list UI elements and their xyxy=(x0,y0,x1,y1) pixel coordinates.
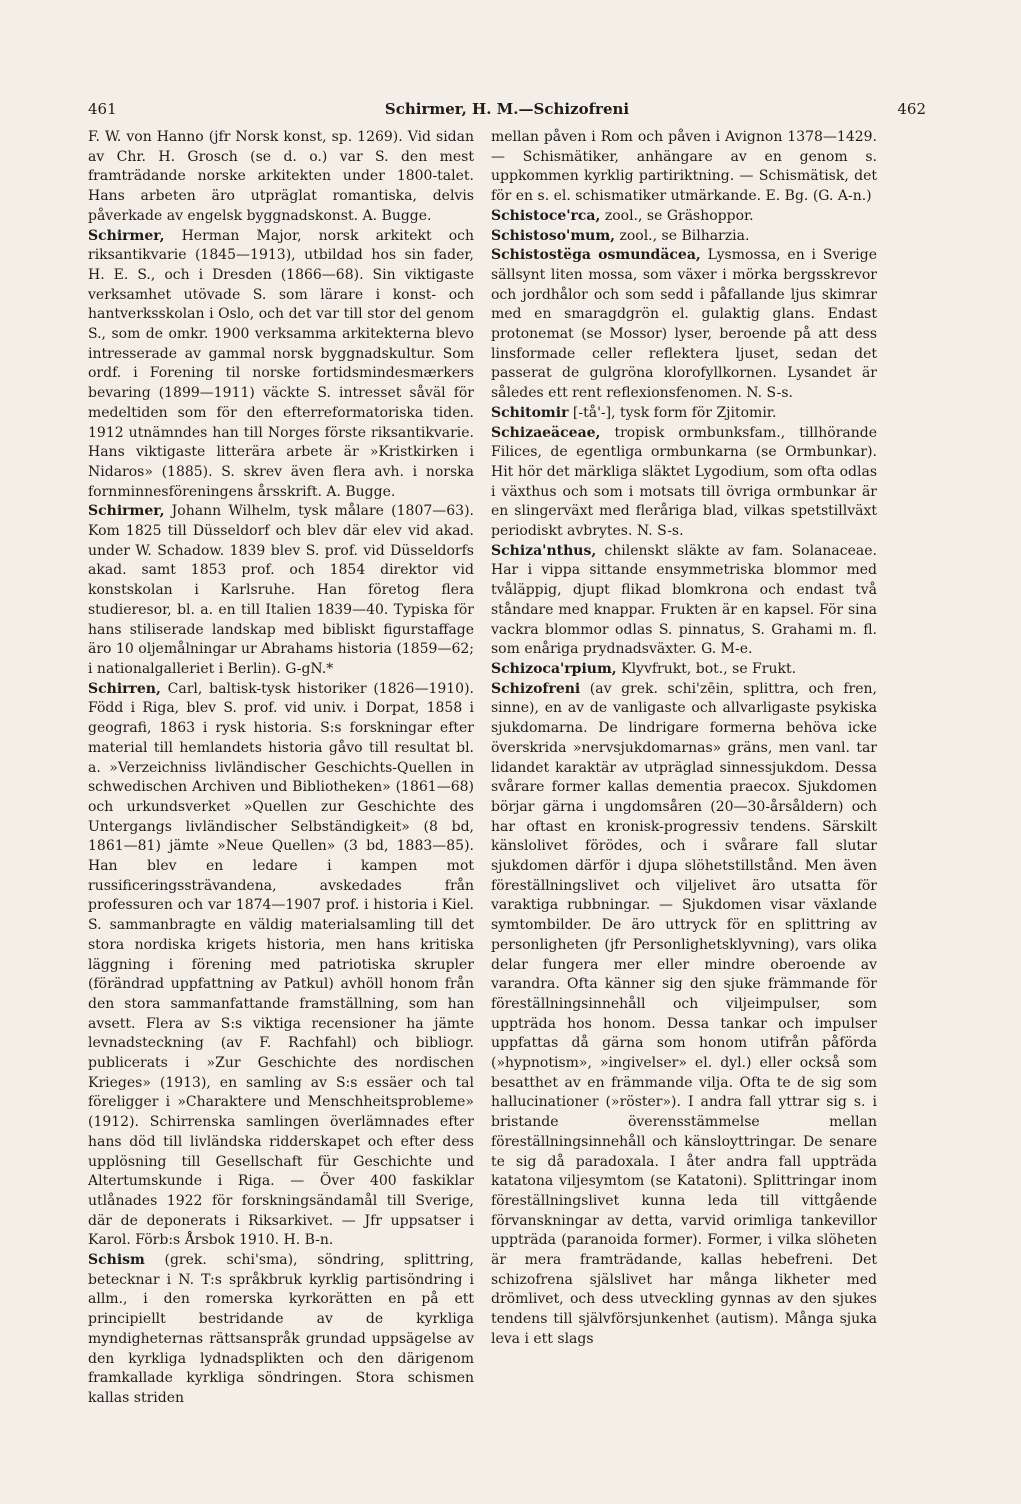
entry-text: F. W. von Hanno (jfr Norsk konst, sp. 1269). Vid sidan av Chr. H. Grosch (se d. o.) var S. den mest framträdande norske arkitekten under 1800-talet. Hans arbeten äro utpräglat romantiska, delvis påverkade av engelsk byggnadskonst. A. Bugge. xyxy=(88,129,474,224)
right-column xyxy=(491,128,877,1350)
entry xyxy=(491,660,877,680)
entry-text: Herman Major, norsk arkitekt och riksantikvarie (1845—1913), utbildad hos sin fader, H. E. S., och i Dresden (1866—68). Sin viktigaste verksamhet utövade S. som lärare i konst- och hantverksskolan i Oslo, och det var till stor del genom S., som de omkr. 1900 verksamma arkitekterna blevo intresserade av gammal norsk byggnadskultur. Som ordf. i Forening til norske fortidsmindesmærkers bevaring (1899—1911) väckte S. intresset såväl för medeltiden som för den efterreformatoriska tiden. 1912 utnämndes han till Norges förste riksantikvarie. Hans viktigaste litterära arbete är »Kristkirken i Nidaros» (1885). S. skrev även flera avh. i norska fornminnesföreningens årsskrift. A. Bugge. xyxy=(88,227,474,500)
entry xyxy=(88,227,474,503)
headword: Schism xyxy=(88,1252,145,1269)
entry-text: Carl, baltisk-tysk historiker (1826—1910). Född i Riga, blev S. prof. vid univ. i Dorpat, 1858 i geografi, 1863 i rysk historia. S:s forskningar efter material till hemlandets historia gåvo till resultat bl. a. »Verzeichniss livländischer Geschichts-Quellen in schwedischen Archiven und Bibliotheken» (1861—68) och urkundsverket »Quellen zur Geschichte des Untergangs livländischer Selbständigkeit» (8 bd, 1861—81) jämte »Neue Quellen» (3 bd, 1883—85). Han blev en ledare i kampen mot russificeringssträvandena, avskedades från professuren och var 1874—1907 prof. i historia i Kiel. S. sammanbragte en väldig materialsamling till det stora nordiska krigets historia, men hans kritiska läggning i förening med patriotiska skrupler (förändrad uppfattning av Patkul) avhöll honom från den stora sammanfattande framställning, som han avsett. Flera av S:s viktiga recensioner ha jämte levnadsteckning (av F. Rachfahl) och bibliogr. publicerats i »Zur Geschichte des nordischen Krieges» (1913), en samling av S:s essäer och tal föreligger i »Charaktere und Menschheitsprobleme» (1912). Schirrenska samlingen överlämnades efter hans död till livländska ridderskapet och efter dess upplösning till Gesellschaft für Geschichte und Altertumskunde i Riga. — Över 400 faskiklar utlånades 1922 för forskningsändamål till Sverige, där de deponerats i Riksarkivet. — Jfr uppsatser i Karol. Förb:s Årsbok 1910. H. B-n. xyxy=(88,680,474,1249)
headword: Schizaeäceae, xyxy=(491,424,601,441)
page-number-left: 461 xyxy=(88,100,117,118)
headword: Schistoso'mum, xyxy=(491,227,616,244)
entry xyxy=(491,246,877,404)
headword: Schitomir xyxy=(491,404,569,421)
headword: Schiza'nthus, xyxy=(491,542,597,559)
entry xyxy=(88,128,474,227)
entry-text: Klyvfrukt, bot., se Frukt. xyxy=(616,660,797,677)
headword: Schirmer, xyxy=(88,227,165,244)
headword: Schizofreni xyxy=(491,680,581,697)
entry xyxy=(88,502,474,679)
entry-text: Lysmossa, en i Sverige sällsynt liten mossa, som växer i mörka bergsskrevor och jordhålor och som sedd i påfallande ljus skimrar med en smaragdgrön el. gulaktig glans. Endast protonemat (se Mossor) lyser, beroende på att dess linsformade celler reflektera ljuset, sedan det passerat de gulgröna klorofyllkornen. Lysandet är således ett rent reflexionsfenomen. N. S-s. xyxy=(491,247,878,402)
entry-text: zool., se Bilharzia. xyxy=(615,227,750,244)
entry xyxy=(491,680,877,1350)
entry xyxy=(88,1251,474,1409)
entry-text: tropisk ormbunksfam., tillhörande Filices, de egentliga ormbunkarna (se Ormbunkar). Hit hör det märkliga släktet Lygodium, som ofta odlas i växthus och som i motsats till övriga ormbunkar är en slingerväxt med fleråriga blad, vilkas spetstillväxt periodiskt avbrytes. N. S-s. xyxy=(491,424,877,540)
left-column xyxy=(88,128,474,1409)
headword: Schizoca'rpium, xyxy=(491,660,617,677)
page-number-right: 462 xyxy=(897,100,926,118)
entry xyxy=(491,404,877,424)
entry-text: chilenskt släkte av fam. Solanaceae. Har i vippa sittande ensymmetriska blommor med tvåläppig, djupt flikad blomkrona och endast två ståndare med knappar. Frukten är en kapsel. För sina vackra blommor odlas S. pinnatus, S. Grahami m. fl. som enåriga prydnadsväxter. G. M-e. xyxy=(491,542,877,658)
entry-text: (av grek. schi'zēin, splittra, och fren, sinne), en av de vanligaste och allvarligaste psykiska sjukdomarna. De lindrigare formerna behöva icke överskrida »nervsjukdomarnas» gräns, men vanl. tar lidandet karaktär av utpräglad sinnessjukdom. Dessa svårare former kallas dementia praecox. Sjukdomen börjar gärna i ungdomsåren (20—30-årsåldern) och har oftast en kronisk-progressiv tendens. Särskilt känslolivet förödes, och i svårare fall slutar sjukdomen därför i djupa slöhetstillstånd. Men även föreställningslivet och viljelivet äro utsatta för varaktiga rubbningar. — Sjukdomen visar växlande symtombilder. De äro uttryck för en splittring av personligheten (jfr Personlighetsklyvning), vars olika delar fungera mer eller mindre oberoende av varandra. Ofta känner sig den sjuke främmande för föreställningsinnehåll och viljeimpulser, som uppträda hos honom. Dessa tankar och impulser uppfattas då gärna som honom utifrån påförda (»hypnotism», »ingivelser» el. dyl.) eller också som besatthet av en främmande vilja. Ofta te de sig som hallucinationer (»röster»). I andra fall yttrar sig s. i bristande överensstämmelse mellan föreställningsinnehåll och känsloyttringar. De senare te sig då paradoxala. I åter andra fall uppträda katatona viljesymtom (se Katatoni). Splittringar inom föreställningslivet kunna leda till vittgående förvanskningar av detta, varvid orimliga tankevillor uppträda (paranoida former). Former, i vilka slöheten är mera framträdande, kallas hebefreni. Det schizofrena själslivet har många likheter med drömlivet, och dess utveckling gynnas av den sjukes tendens till självförsjunkenhet (autism). Många sjuka leva i ett slags xyxy=(491,680,877,1347)
entry xyxy=(491,128,877,207)
entry-text: Johann Wilhelm, tysk målare (1807—63). Kom 1825 till Düsseldorf och blev där elev vid akad. under W. Schadow. 1839 blev S. prof. vid Düsseldorfs akad. samt 1853 prof. och 1854 direktor vid konstskolan i Karlsruhe. Han företog flera studieresor, bl. a. en till Italien 1839—40. Typiska för hans stiliserade landskap med bibliskt figurstaffage äro 10 oljemålningar ur Abrahams historia (1859—62; i nationalgalleriet i Berlin). G-gN.* xyxy=(88,503,474,677)
entry-text: mellan påven i Rom och påven i Avignon 1378—1429. — Schismätiker, anhängare av en genom s. uppkommen kyrklig partiriktning. — Schismätisk, det för en s. el. schismatiker utmärkande. E. Bg. (G. A-n.) xyxy=(491,129,877,205)
headword: Schirmer, xyxy=(88,503,165,520)
entry-text: (grek. schi'sma), söndring, splittring, betecknar i N. T:s språkbruk kyrklig partisöndring i allm., i den romerska kyrkorätten en på ett principiellt bestridande av de kyrkliga myndigheternas rättsanspråk grundad uppsägelse av den kyrkliga lydnadsplikten och den därigenom framkallade kyrkliga söndringen. Stora schismen kallas striden xyxy=(88,1252,474,1406)
headword: Schistoce'rca, xyxy=(491,207,601,224)
entry xyxy=(88,680,474,1251)
page-header xyxy=(88,100,926,124)
entry xyxy=(491,207,877,227)
headword: Schistostëga osmundäcea, xyxy=(491,247,701,264)
entry xyxy=(491,542,877,660)
entry xyxy=(491,424,877,542)
entry-text: [-tå'-], tysk form för Zjitomir. xyxy=(568,404,777,421)
running-title: Schirmer, H. M.—Schizofreni xyxy=(384,100,630,118)
headword: Schirren, xyxy=(88,680,161,697)
entry-text: zool., se Gräshoppor. xyxy=(600,207,754,224)
entry xyxy=(491,227,877,247)
